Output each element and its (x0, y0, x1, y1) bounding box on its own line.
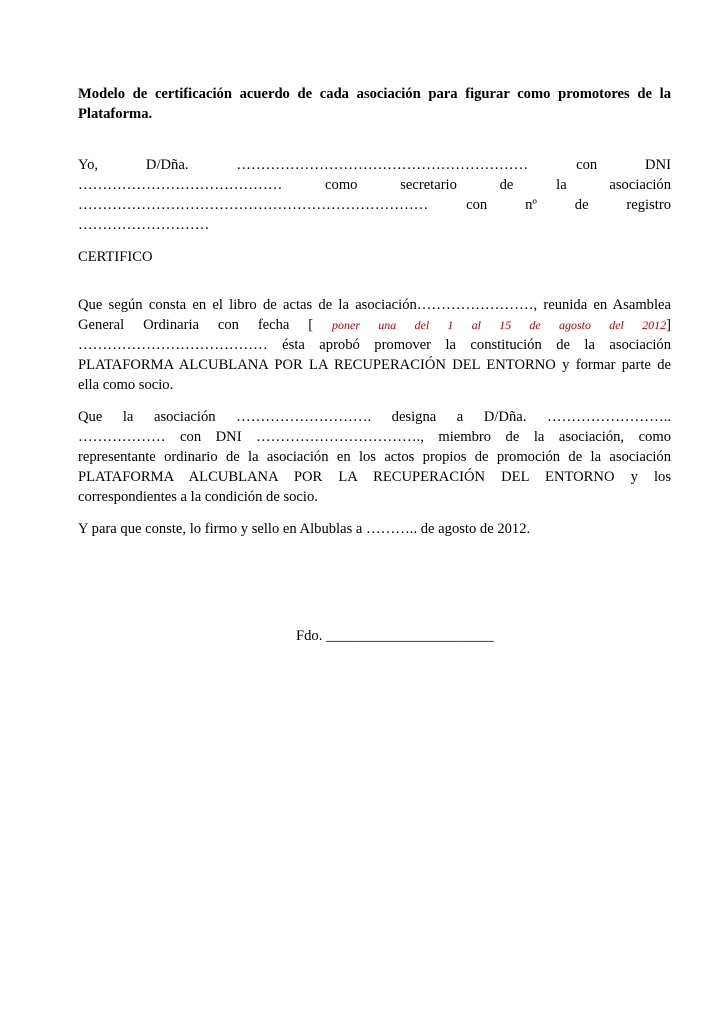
text-line: PLATAFORMA ALCUBLANA POR LA RECUPERACIÓN DEL ENTORNO y los (78, 469, 671, 485)
text-line: Que la asociación ………………………. designa a D/Dña. …………………….. (78, 409, 671, 425)
signature-line: Fdo. _______________________ (296, 628, 494, 644)
date-prefix: General Ordinaria con fecha [ (78, 317, 314, 333)
intro-paragraph (78, 155, 671, 235)
document-body (78, 84, 671, 539)
text-line: Que según consta en el libro de actas de la asociación……………………, reunida en Asamblea (78, 297, 671, 313)
statement-paragraph-2 (78, 407, 671, 507)
document-title (78, 84, 671, 124)
text-line (78, 315, 671, 335)
text-line: representante ordinario de la asociación en los actos propios de promoción de la asociación (78, 449, 671, 465)
text-line: ………………………………… ésta aprobó promover la constitución de la asociación (78, 337, 671, 353)
text-line: ……………………………………………………………… con nº de registro (78, 197, 671, 213)
text-line: ……………… con DNI ……………………………., miembro de la asociación, como (78, 429, 671, 445)
date-suffix: ] (666, 317, 672, 333)
title-line: Plataforma. (78, 106, 153, 122)
text-line: …………………………………… como secretario de la asociación (78, 177, 671, 193)
text-line: correspondientes a la condición de socio. (78, 489, 318, 505)
text-line: ……………………… (78, 217, 210, 233)
title-line: Modelo de certificación acuerdo de cada asociación para figurar como promotores de la (78, 86, 671, 102)
statement-paragraph-1 (78, 295, 671, 395)
closing-line: Y para que conste, lo firmo y sello en Albublas a ……….. de agosto de 2012. (78, 521, 531, 537)
certifico-heading: CERTIFICO (78, 249, 153, 265)
text-line: ella como socio. (78, 377, 174, 393)
text-line: PLATAFORMA ALCUBLANA POR LA RECUPERACIÓN DEL ENTORNO y formar parte de (78, 357, 671, 373)
text-line: Yo, D/Dña. …………………………………………………… con DNI (78, 157, 671, 173)
date-instruction-hint: poner una del 1 al 15 de agosto del 2012 (332, 318, 667, 332)
